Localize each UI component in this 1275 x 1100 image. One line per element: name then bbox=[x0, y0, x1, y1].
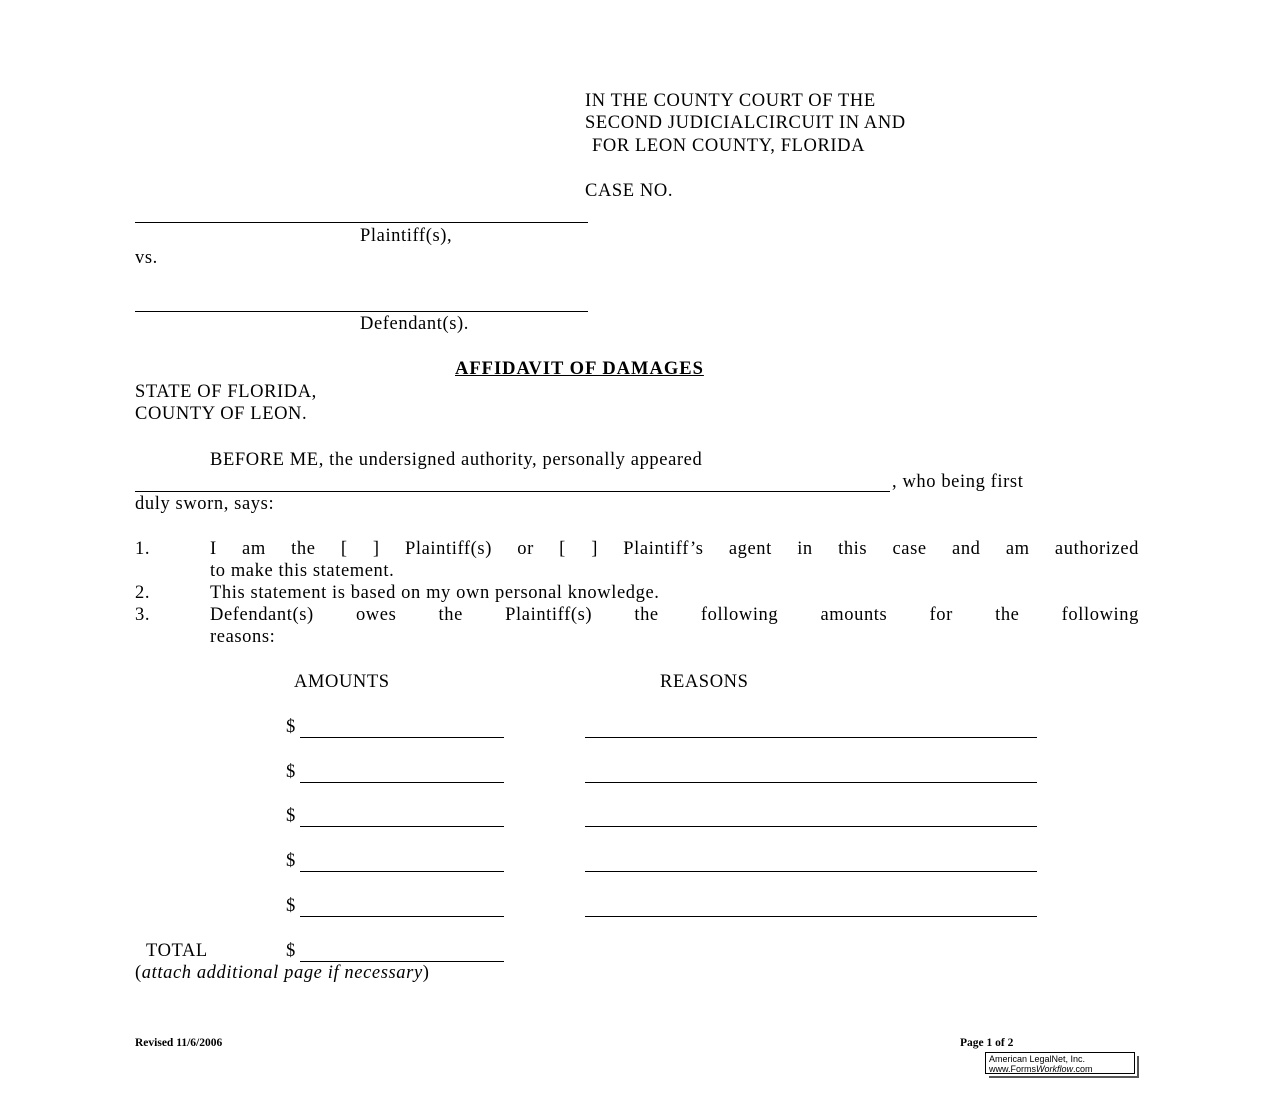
reason-line-1[interactable] bbox=[585, 737, 1037, 738]
plaintiff-name-line[interactable] bbox=[135, 222, 588, 223]
item-3-line-2: reasons: bbox=[210, 627, 276, 647]
reasons-header: REASONS bbox=[660, 672, 749, 692]
reason-line-3[interactable] bbox=[585, 826, 1037, 827]
reason-line-4[interactable] bbox=[585, 871, 1037, 872]
amount-currency-3: $ bbox=[286, 806, 296, 826]
plaintiff-label: Plaintiff(s), bbox=[360, 226, 453, 246]
amount-line-4[interactable] bbox=[300, 871, 504, 872]
intro-line-1: BEFORE ME, the undersigned authority, personally appeared bbox=[210, 450, 703, 470]
item-2-line-1: This statement is based on my own personal knowledge. bbox=[210, 583, 660, 603]
affiant-name-line[interactable] bbox=[135, 491, 890, 492]
amounts-header: AMOUNTS bbox=[294, 672, 390, 692]
venue-state: STATE OF FLORIDA, bbox=[135, 382, 317, 402]
intro-line-2-end: , who being first bbox=[892, 472, 1024, 492]
item-1-number: 1. bbox=[135, 539, 151, 559]
court-line-1: IN THE COUNTY COURT OF THE bbox=[585, 91, 876, 111]
item-3-number: 3. bbox=[135, 605, 151, 625]
amount-line-5[interactable] bbox=[300, 916, 504, 917]
defendant-name-line[interactable] bbox=[135, 311, 588, 312]
court-line-2: SECOND JUDICIALCIRCUIT IN AND bbox=[585, 113, 906, 133]
item-3-line-1: Defendant(s) owes the Plaintiff(s) the following amounts for the following bbox=[210, 605, 1139, 625]
amount-line-3[interactable] bbox=[300, 826, 504, 827]
publisher-logo bbox=[985, 1052, 1135, 1074]
attach-note: (attach additional page if necessary) bbox=[135, 963, 430, 983]
amount-currency-1: $ bbox=[286, 717, 296, 737]
amount-line-1[interactable] bbox=[300, 737, 504, 738]
versus-label: vs. bbox=[135, 248, 158, 268]
venue-county: COUNTY OF LEON. bbox=[135, 404, 308, 424]
item-2-number: 2. bbox=[135, 583, 151, 603]
amount-line-2[interactable] bbox=[300, 782, 504, 783]
amount-currency-4: $ bbox=[286, 851, 296, 871]
page-number: Page 1 of 2 bbox=[960, 1037, 1014, 1049]
amount-currency-2: $ bbox=[286, 762, 296, 782]
total-currency: $ bbox=[286, 941, 296, 961]
court-line-3: FOR LEON COUNTY, FLORIDA bbox=[592, 136, 866, 156]
case-number-label: CASE NO. bbox=[585, 181, 674, 201]
total-label: TOTAL bbox=[146, 941, 208, 961]
publisher-name: American LegalNet, Inc. bbox=[989, 1054, 1086, 1064]
item-1-line-2: to make this statement. bbox=[210, 561, 395, 581]
amount-currency-5: $ bbox=[286, 896, 296, 916]
document-title: AFFIDAVIT OF DAMAGES bbox=[455, 359, 704, 379]
intro-line-3: duly sworn, says: bbox=[135, 494, 275, 514]
item-1-line-1: I am the [ ] Plaintiff(s) or [ ] Plaintiff’s agent in this case and am authorized bbox=[210, 539, 1139, 559]
revised-date: Revised 11/6/2006 bbox=[135, 1037, 223, 1049]
defendant-label: Defendant(s). bbox=[360, 314, 469, 334]
reason-line-2[interactable] bbox=[585, 782, 1037, 783]
reason-line-5[interactable] bbox=[585, 916, 1037, 917]
publisher-url: www.FormsWorkflow.com bbox=[989, 1064, 1093, 1074]
